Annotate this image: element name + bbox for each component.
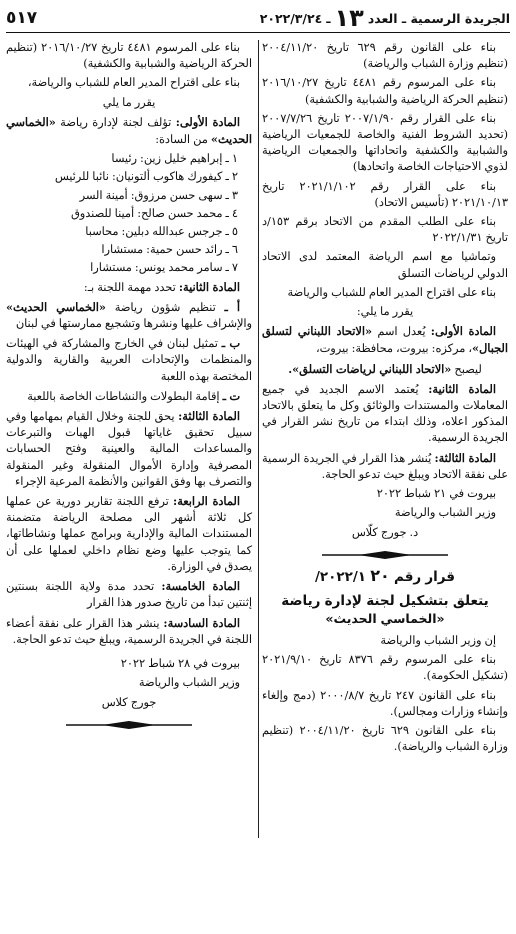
paragraph: بناء على القانون رقم ٦٢٩ تاريخ ٢٠٠٤/١١/٢٠ (تنظيم وزارة الشباب والرياضة) [262,41,508,71]
header-separator: ـ [326,10,331,26]
paragraph: بناء على اقتراح المدير العام للشباب والرياضة [287,285,496,299]
paragraph: بناء على القرار رقم ٢٠٢١/١/١٠٢ تاريخ ٢٠٢١/١٠/١٣ (تأسيس الاتحاد) [262,179,508,209]
member-item: ٥ ـ جرجس عبدالله دبلين: محاسبا [85,225,238,239]
article-text: من السادة: [155,133,211,147]
decision-year: ٢٠٢٢/١/ [314,568,367,585]
decision-number: ٢٠ [370,565,390,585]
article-3 [262,450,508,483]
article-2 [262,381,508,447]
paragraph: بناء على القانون ٦٢٩ تاريخ ٢٠٠٤/١١/٢٠ (تنظيم وزارة الشباب والرياضة). [262,723,508,754]
paragraph: بناء على القرار رقم ٢٠٠٧/١/٩٠ تاريخ ٢٠٠٧/٧/٢٦ (تحديد الشروط الفنية والخاصة للجمعيات الرياضية والشبابية والكشفية واتحاداتها والجمعيات الرياضية لذوي الاحتياجات الخاصة واتحادها) [262,111,508,174]
member-item: ٣ ـ سهى حسن مرزوق: أمينة السر [79,188,238,202]
article-label: المادة الأولى: [175,114,240,129]
article-label: المادة الأولى: [430,324,496,339]
decides-line: يقرر ما يلي [102,95,156,109]
article-text: تؤلف لجنة لإدارة رياضة [55,115,176,129]
article-1-continued [262,361,508,378]
decides-line: يقرر ما يلي: [356,305,414,319]
signer-name: جورج كلاس [101,696,157,710]
member-item: ١ ـ إبراهيم خليل زين: رئيسا [111,152,238,166]
article-3 [6,408,252,490]
task-letter: أ ـ [224,299,241,314]
decision-subject: يتعلق بتشكيل لجنة لإدارة رياضة [281,592,489,609]
member-item: ٦ ـ رائد حسن حمية: مستشارا [101,243,238,257]
issue-date: ٢٠٢٢/٣/٢٤ [259,10,323,26]
task-text: تنظيم شؤون رياضة [105,300,225,314]
signer-title: وزير الشباب والرياضة [394,506,496,520]
paragraph: بناء على القانون ٢٤٧ تاريخ ٢٠٠٠/٨/٧ (دمج وإلغاء وإنشاء وزارات ومجالس). [262,688,508,718]
article-text: يُعدل اسم [372,325,431,339]
member-item: ٤ ـ محمد حسن صالح: أمينا للصندوق [71,206,238,220]
new-federation-name: «الاتحاد اللبناني لرياضات التسلق». [288,361,452,376]
page-number: ٥١٧ [6,8,38,28]
article-label: المادة الرابعة: [173,494,240,509]
header-publication [260,6,510,30]
article-text: ليصبح [451,362,482,376]
old-federation-name: «الاتحاد اللبناني لتسلق الجبال» [262,324,508,356]
member-item: ٢ ـ كيفورك هاكوب ألتونيان: نائبا للرئيس [54,170,238,184]
ornament-line-icon [320,550,450,560]
place-date: بيروت في ٢١ شباط ٢٠٢٢ [376,487,496,501]
task-text: تمثيل لبنان في الخارج والمشاركة في الهيئات والمنظمات والإتحادات العربية والقارية والدولية المختصة بهذه اللعبة [6,337,252,383]
article-1 [262,323,508,357]
paragraph: إن وزير الشباب والرياضة [380,633,496,647]
ornament-line-icon [64,720,194,730]
page-header [6,4,510,33]
task-letter: ب ـ [221,336,240,351]
signer-name: د. جورج كلّاس [351,526,419,540]
article-1 [6,114,252,148]
column-divider [258,40,259,838]
article-label: المادة الخامسة: [161,579,241,594]
article-text: يُنشر هذا القرار في الجريدة الرسمية على نفقة الاتحاد ويبلغ حيث تدعو الحاجة. [262,451,508,481]
decision-prefix: قرار رقم [393,568,456,585]
article-label: المادة الثانية: [178,279,240,294]
ornament-divider [262,550,508,560]
member-item: ٧ ـ سامر محمد يونس: مستشارا [90,261,238,275]
paragraph: وتماشيا مع اسم الرياضة المعتمد لدى الاتحاد الدولي لرياضات التسلق [262,250,508,280]
article-6 [6,615,252,648]
decision-heading [262,566,508,587]
task-a [6,299,252,332]
article-text: تحدد مدة ولاية اللجنة بسنتين إثنتين تبدأ من تاريخ صدور هذا القرار [6,580,252,610]
article-2 [6,279,252,296]
paragraph: بناء على المرسوم رقم ٨٣٧٦ تاريخ ٢٠٢١/٩/١٠ (تشكيل الحكومة). [262,653,508,683]
publication-name: الجريدة الرسمية ـ العدد [367,10,510,26]
place-date: بيروت في ٢٨ شباط ٢٠٢٢ [120,656,240,670]
task-letter: ت ـ [222,388,240,403]
issue-number: ١٣ [334,4,364,32]
decision-sport: «الخماسي الحديث» [325,610,445,626]
task-c [6,388,252,405]
article-4 [6,493,252,575]
sport-name: «الخماسي الحديث» [6,299,106,314]
sport-name: «الخماسي الحديث» [6,114,252,147]
task-text: والإشراف عليها ونشرها وتشجيع ممارستها في لبنان [15,317,252,331]
right-column [262,40,508,758]
article-label: المادة الثانية: [428,381,496,396]
task-b [6,335,252,385]
paragraph: بناء على الطلب المقدم من الاتحاد برقم ١٥٣/د تاريخ ٢٠٢٢/١/٣١ [262,215,508,245]
article-text: يُعتمد الاسم الجديد في جميع المعاملات والمستندات والوثائق وكل ما يتعلق بالاتحاد المذكور اعلاه، وذلك ابتداء من تاريخ نشر القرار في الجريدة الرسمية. [262,382,508,445]
article-5 [6,578,252,611]
article-label: المادة الثالثة: [178,409,240,424]
article-text: تحدد مهمة اللجنة بـ: [83,280,179,294]
article-text: ينشر هذا القرار على نفقة أعضاء اللجنة في الجريدة الرسمية، ويبلغ حيث تدعو الحاجة. [6,616,252,646]
article-label: المادة الثالثة: [434,450,496,465]
paragraph: بناء على اقتراح المدير العام للشباب والرياضة، [27,76,240,90]
article-text: ، مركزه: بيروت، محافظة: بيروت، [316,342,472,356]
left-column [6,40,252,736]
task-text: إقامة البطولات والنشاطات الخاصة باللعبة [27,389,223,403]
ornament-divider [6,720,252,730]
article-text: ترفع اللجنة تقارير دورية عن عملها كل ثلاثة أشهر الى مصلحة الرياضة متضمنة المستندات المالية والإدارية وبرامج عملها ونشاطاتها، كما يتوجب عليها وضع نظام داخلي لعملها على أن يصدق في الوزارة. [6,495,252,573]
paragraph: بناء على المرسوم ٤٤٨١ تاريخ ٢٠١٦/١٠/٢٧ (تنظيم الحركة الرياضية والشبابية والكشفية) [6,41,252,71]
article-label: المادة السادسة: [163,615,240,630]
paragraph: بناء على المرسوم رقم ٤٤٨١ تاريخ ٢٠١٦/١٠/٢٧ (تنظيم الحركة الرياضية والشبابية والكشفية) [262,76,508,106]
signer-title: وزير الشباب والرياضة [138,676,240,690]
article-text: يحق للجنة وخلال القيام بمهامها وفي سبيل تحقيق غاياتها قبول الهبات والتبرعات والمساعدات المالية والعينية وفتح الحسابات المصرفية وإدارة الأموال المنقولة وغير المنقولة والتصرف بها وفق القوانين والأنظمة المرعية الإجراء [6,410,252,488]
